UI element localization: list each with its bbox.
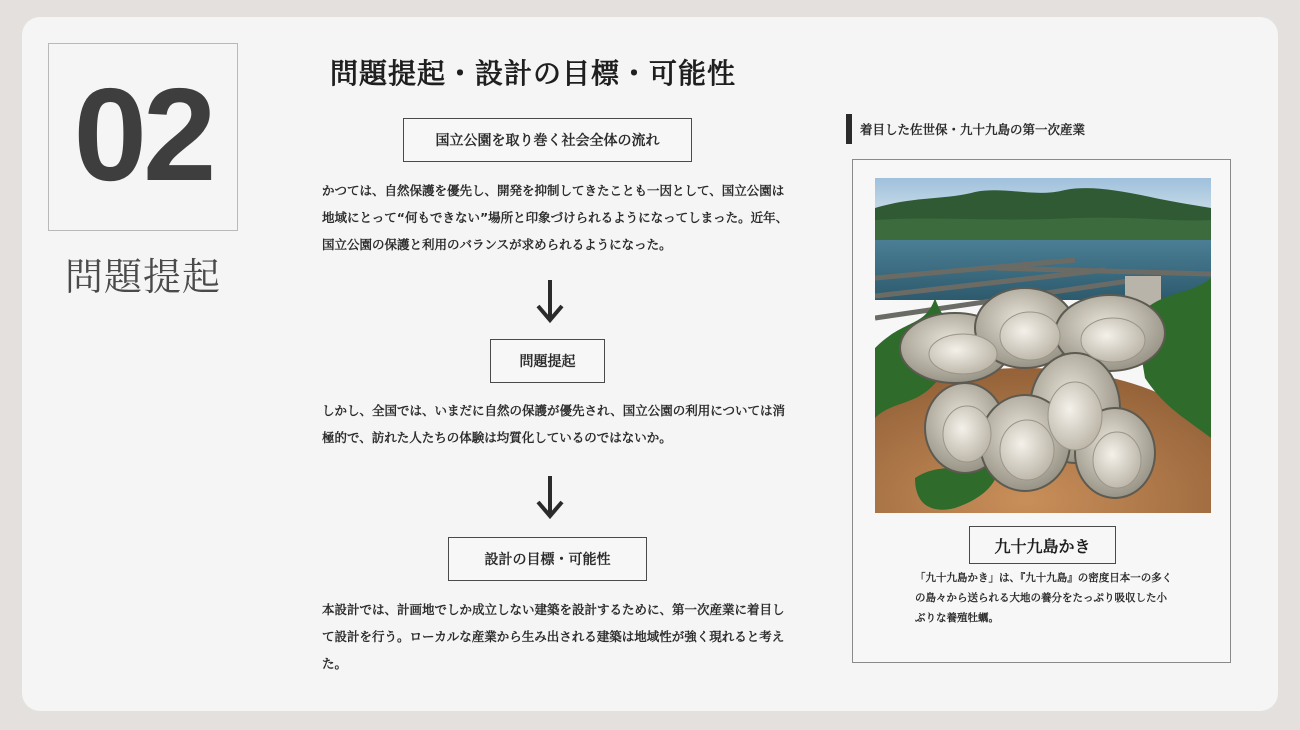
- oyster-caption: 「九十九島かき」は、『九十九島』の密度日本一の多くの島々から送られる大地の養分をたっぷり吸収した小ぶりな養殖牡蠣。: [915, 572, 1173, 624]
- paragraph-background: かつては、自然保護を優先し、開発を抑制してきたことも一因として、国立公園は地域にとって“何もできない”場所と印象づけられるようになってしまった。近年、国立公園の保護と利用のバランスが求められるようになった。: [322, 183, 789, 252]
- paragraph-problem: しかし、全国では、いまだに自然の保護が優先され、国立公園の利用については消極的で、訪れた人たちの体験は均質化しているのではないか。: [322, 403, 786, 445]
- photo-frame: [852, 159, 1231, 663]
- section-label: 問題提起: [64, 255, 221, 299]
- oyster-label: 九十九島かき: [969, 526, 1116, 564]
- heading-bar: [846, 114, 852, 144]
- side-heading: [846, 114, 1085, 144]
- arrow-down-icon: [535, 278, 565, 324]
- page-title: 問題提起・設計の目標・可能性: [330, 57, 737, 90]
- flow-box-goal: 設計の目標・可能性: [448, 537, 647, 581]
- oyster-photo: [875, 178, 1211, 513]
- section-number-box: [48, 43, 238, 231]
- arrow-down-icon: [535, 474, 565, 520]
- paragraph-goal: 本設計では、計画地でしか成立しない建築を設計するために、第一次産業に着目して設計を行う。ローカルな産業から生み出される建築は地域性が強く現れると考えた。: [322, 602, 785, 671]
- oyster-photo-illustration: [875, 178, 1211, 513]
- flow-box-society: 国立公園を取り巻く社会全体の流れ: [403, 118, 692, 162]
- section-number: 02: [73, 61, 213, 208]
- flow-box-problem: 問題提起: [490, 339, 605, 383]
- side-heading-text: 着目した佐世保・九十九島の第一次産業: [860, 122, 1086, 137]
